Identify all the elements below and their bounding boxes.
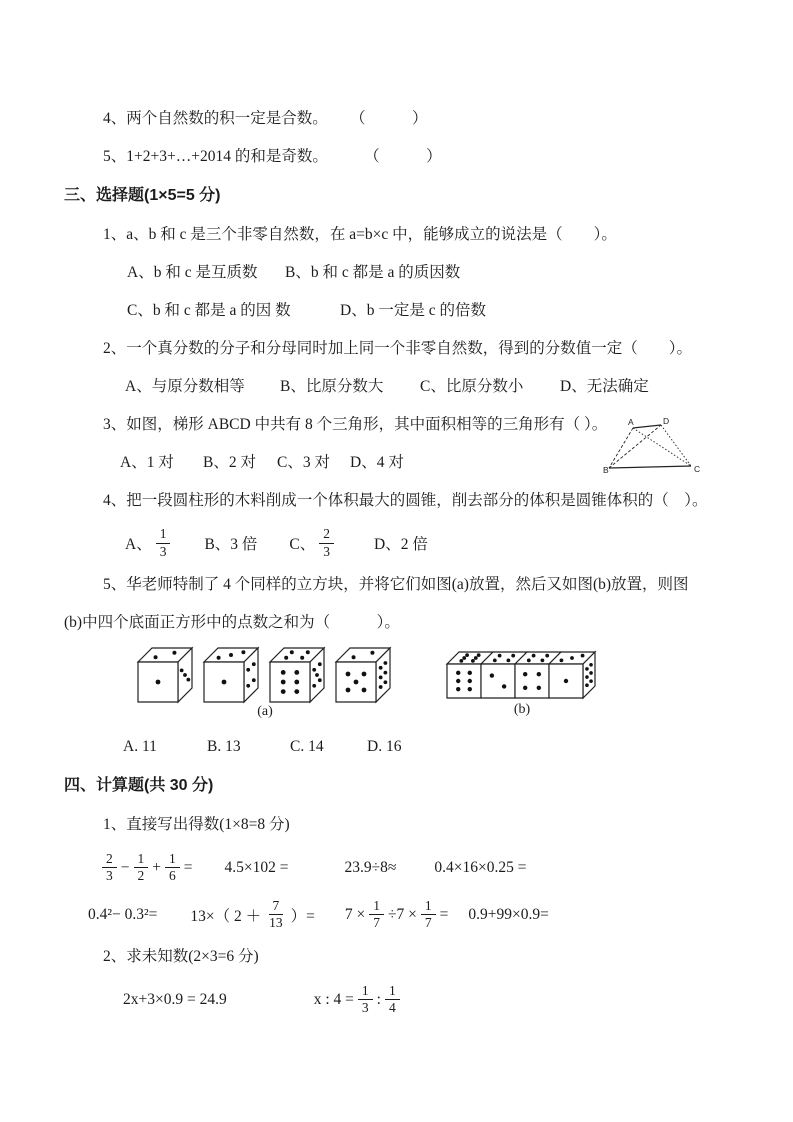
calc-expr-distribute (190, 898, 315, 931)
choice-q3-option-d: D、4 对 (350, 454, 404, 471)
calc-row2 (64, 891, 743, 938)
calc-expr-chain-multiply: 0.4×16×0.25 = (434, 858, 527, 876)
choice-q4-option-d: D、2 倍 (374, 536, 428, 553)
choice-q5-option-d: D. 16 (367, 738, 402, 755)
choice-q4-option-c (289, 526, 338, 559)
choice-q5-option-c: C. 14 (290, 738, 324, 755)
choice-q4-option-a (125, 526, 174, 559)
choice-q1-options-cd (64, 292, 743, 330)
section-title-choice: 三、选择题(1×5=5 分) (64, 187, 221, 204)
option-a-prefix: A、 (125, 536, 152, 553)
calc-expr-sevenths (345, 898, 449, 931)
solve-proportion (314, 983, 404, 1016)
choice-q2-options (64, 368, 743, 406)
calc-expr-frac-sum (98, 851, 193, 884)
figure-a (136, 644, 394, 720)
calc-row1 (64, 844, 743, 891)
choice-q4-option-b: B、3 倍 (204, 536, 258, 553)
choice-q2-option-a: A、与原分数相等 (125, 378, 245, 395)
fraction: $\frac{1}{3}$ (156, 526, 171, 559)
choice-q4-options (64, 520, 743, 566)
equals-sign: = (183, 858, 193, 876)
vertex-label-c: C (694, 464, 701, 474)
expr-text: 13×（ 2 ＋ (190, 907, 262, 925)
vertex-label-b: B (603, 465, 609, 475)
operator: − (120, 858, 130, 876)
expr-text: ÷7 × (388, 905, 417, 923)
fraction: $\frac{2}{3}$ (319, 526, 334, 559)
figure-a-cubes (136, 644, 394, 706)
expr-text: 7 × (344, 905, 366, 923)
judge-item-4 (64, 100, 743, 138)
fraction: $\frac{1}{2}$ (134, 851, 149, 884)
judge-item-4-text: 4、两个自然数的积一定是合数。 (103, 110, 328, 127)
expr-text: x : 4 = (313, 990, 354, 1008)
fraction: $\frac{1}{6}$ (165, 851, 180, 884)
choice-q5-option-b: B. 13 (207, 738, 241, 755)
operator: + (152, 858, 161, 876)
section-title-calc: 四、计算题(共 30 分) (64, 777, 214, 794)
calc-sub1-title: 1、直接写出得数(1×8=8 分) (103, 816, 290, 833)
expr-text: ）= (290, 907, 315, 925)
vertex-label-d: D (663, 416, 670, 426)
expr-text: : (376, 990, 381, 1008)
fraction: $\frac{7}{13}$ (269, 897, 283, 930)
judge-item-4-blank: （ ） (357, 110, 428, 127)
fraction: $\frac{2}{3}$ (102, 851, 117, 884)
judge-item-5 (64, 138, 743, 176)
choice-q1-option-c: C、b 和 c 都是 a 的因 数 (127, 302, 291, 319)
choice-q2-option-b: B、比原分数大 (280, 378, 384, 395)
calc-row3 (64, 976, 743, 1023)
dice-figures (64, 644, 743, 728)
choice-q5-text-line2: (b)中四个底面正方形中的点数之和为（ ）。 (64, 614, 400, 631)
vertex-label-a: A (628, 417, 634, 427)
choice-q3-block (64, 406, 743, 482)
choice-q3-option-a: A、1 对 (120, 454, 174, 471)
choice-q2-option-d: D、无法确定 (560, 378, 649, 395)
calc-expr-divide-approx: 23.9÷8≈ (344, 858, 397, 876)
figure-b (445, 644, 599, 718)
fraction: $\frac{1}{7}$ (369, 898, 384, 931)
judge-item-5-blank: （ ） (371, 148, 442, 165)
choice-q3-option-b: B、2 对 (203, 454, 256, 471)
option-c-prefix: C、 (289, 536, 316, 553)
fraction: $\frac{1}{3}$ (358, 983, 373, 1016)
choice-q5-text-line1: 5、华老师特制了 4 个同样的立方块，并将它们如图(a)放置，然后又如图(b)放置，则图 (103, 576, 689, 593)
judge-item-5-text: 5、1+2+3+…+2014 的和是奇数。 (103, 148, 328, 165)
choice-q1-option-a: A、b 和 c 是互质数 (127, 264, 258, 281)
choice-q3-option-c: C、3 对 (277, 454, 330, 471)
figure-b-label: (b) (513, 702, 531, 717)
calc-expr-ninety-nine: 0.9+99×0.9= (468, 905, 549, 923)
choice-q1-text: 1、a、b 和 c 是三个非零自然数，在 a=b×c 中，能够成立的说法是（ ）。 (103, 226, 617, 243)
fraction: $\frac{1}{7}$ (421, 898, 436, 931)
choice-q1-option-d: D、b 一定是 c 的倍数 (340, 302, 486, 319)
choice-q3-text: 3、如图，梯形 ABCD 中共有 8 个三角形，其中面积相等的三角形有（ ）。 (103, 416, 608, 433)
trapezoid-figure (603, 416, 703, 478)
choice-q2-option-c: C、比原分数小 (420, 378, 524, 395)
choice-q4-text: 4、把一段圆柱形的木料削成一个体积最大的圆锥，削去部分的体积是圆锥体积的（ ）。 (103, 492, 708, 509)
choice-q2-text: 2、一个真分数的分子和分母同时加上同一个非零自然数，得到的分数值一定（ ）。 (103, 340, 693, 357)
figure-b-cubes (445, 644, 599, 704)
expr-text: = (439, 905, 449, 923)
choice-q5-option-a: A. 11 (123, 738, 157, 755)
choice-q1-options-ab (64, 254, 743, 292)
fraction: $\frac{1}{4}$ (385, 983, 400, 1016)
figure-a-label: (a) (257, 704, 273, 719)
calc-expr-multiply: 4.5×102 = (224, 858, 289, 876)
calc-sub2-title: 2、求未知数(2×3=6 分) (103, 948, 259, 965)
choice-q5-options (64, 728, 743, 766)
choice-q1-option-b: B、b 和 c 都是 a 的质因数 (285, 264, 461, 281)
calc-expr-squares: 0.4²− 0.3²= (88, 905, 158, 923)
solve-equation: 2x+3×0.9 = 24.9 (123, 990, 227, 1008)
